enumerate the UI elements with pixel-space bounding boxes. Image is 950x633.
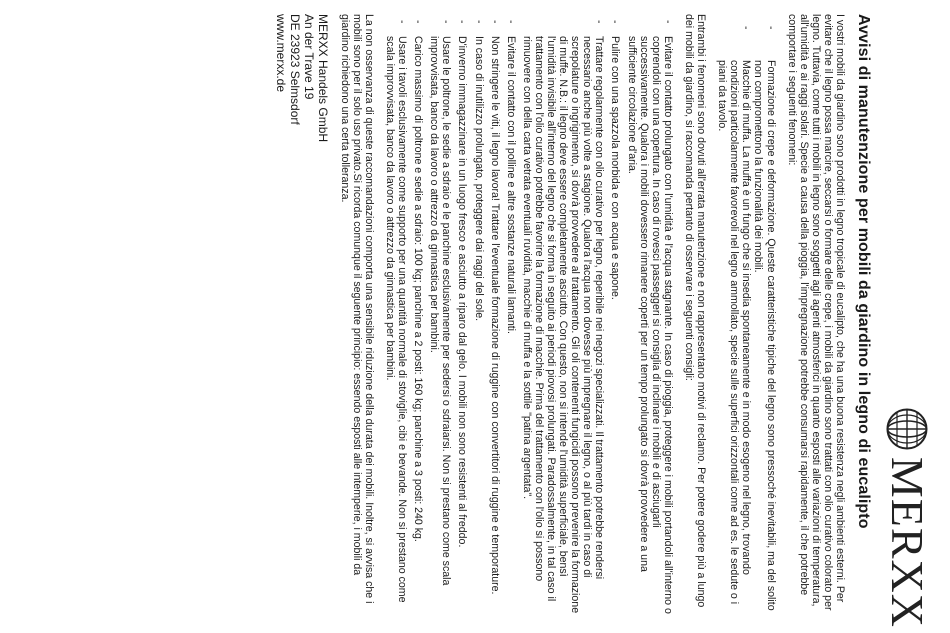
list-item: - D'inverno immagazzinare in un luogo fresco e asciutto a riparo dal gelo. I mobili non sono resistenti al freddo. bbox=[456, 20, 469, 548]
list-item: - Evitare il contatto prolungato con l'umidità e l'acqua stagnante. In caso di pioggia, proteggere i mobili portandoli all'interno o coprendoli con una copertura. In caso di rovesci passeggeri si consiglia di inclinare i mobili e di asciugarli successivamente. Qualora i mobili dovessero rimanere coperti per un tempo prolungato si dovrà provvedere a una sufficiente circolazione d'aria. bbox=[625, 20, 674, 614]
company-address bbox=[274, 14, 330, 614]
intro-paragraph: I vostri mobili da giardino sono prodotti in legno tropicale di eucalipto, che ha una buona resistenza negli ambienti esterni. Per evitare che il legno possa marcire, seccarsi o formare delle crepe, i mobili da giardino sono trattati con olio curativo colorato per legno. Tuttavia, come tutti i mobili in legno sono soggetti agli agenti atmosferici in quanto esposti alle variazioni di temperatura, all'umidità e ai raggi solari. Specie a causa della pioggia, l'impregnazione potrebbe consumarsi rapidamente, il che potrebbe comportare i seguenti fenomeni: bbox=[785, 14, 846, 611]
closing-paragraph: La non osservanza di queste raccomandazioni comporta una sensibile riduzione della durata dei mobili. Inoltre, si avvisa che i mobili sono per il solo uso privato.Si ricorda comunque il seguente principio: essendo esposti alle intemperie, i mobili da giardino richiedono una certa tolleranza. bbox=[338, 14, 375, 604]
company-city: DE 23923 Selmsdorf bbox=[287, 14, 302, 125]
company-website: www.merxx.de bbox=[273, 14, 288, 93]
list-item: - Usare i tavoli esclusivamente come supporto per una quantità normale di stoviglie, cibi e bevande. Non si prestano come scala improvvisata, banco da lavoro o attrezzo da ginnastica per bambini. bbox=[384, 20, 409, 603]
list-item: - Trattare regolarmente con olio curativo per legno, reperibile nei negozi specializzati. Il trattamento potrebbe rendersi necessario anche più volte a stagione. Qualora l'acqua non dovesse più impregnare il legno, o al più tardi in caso di screpolature o ingrigimento, si dovrà provvedere al trattamento. Gli oli contenenti fungicidi possono prevenire la formazione di muffe. N.B.: il legno deve essere completamente asciutto. Con questo, non si intende l'umidità superficiale, bensì l'umidità invisibile all'interno del legno che si forma in seguito ai periodi piovosi prolungati. Paradossalmente, in tal caso il trattamento con l'olio curativo potrebbe favorire la formazione di macchie. Prima del trattamento con l'olio si possono rimuovere con della carta vetrata eventuali ruvidità, macchie di muffa e la sottile "patina argentata". bbox=[520, 20, 606, 614]
brand-logo bbox=[876, 8, 938, 628]
list-item: - Carico massimo di poltrone e sedie a sdraio: 100 kg; panchine a 2 posti: 160 kg; panchine a 3 posti: 240 kg. bbox=[412, 20, 425, 542]
company-name: MERXX Handels GmbH bbox=[315, 14, 330, 143]
list-item: - Formazione di crepe e deformazione. Queste caratteristiche tipiche del legno sono pressoché inevitabili, ma del solito non compromettono la funzionalità dei mobili. bbox=[752, 26, 777, 611]
phenomena-list bbox=[716, 14, 776, 614]
globe-icon bbox=[885, 407, 929, 451]
list-item: - Pulire con una spazzola morbida e con acqua e sapone. bbox=[609, 20, 622, 300]
list-item: - Evitare il contatto con il polline e altre sostanze naturali lamanti. bbox=[504, 20, 517, 334]
company-street: An der Trave 19 bbox=[301, 14, 316, 100]
tips-list bbox=[384, 14, 674, 614]
recommendation-paragraph: Entrambi i fenomeni sono dovuti all'errata manutenzione e non rappresentano motivi di reclamo. Per potere godere più a lungo dei mobili da giardino, si raccomanda pertanto di osservare i seguenti consigli: bbox=[682, 14, 708, 608]
list-item: - Macchie di muffa. La muffa è un fungo che si insedia spontaneamente e in modo esogeno nel legno, trovando condizioni particolarmente favorevoli nel legno ammollato, specie sulle superfici orizzontali come ad es. le sedute o i piani da tavolo. bbox=[716, 26, 753, 605]
list-item: - Non stringere le viti, il legno lavora! Trattare l'eventuale formazione di ruggine con convertitori di ruggine e temporature. bbox=[488, 20, 501, 595]
list-item: - In caso di inutilizzo prolungato, proteggere dai raggi del sole. bbox=[472, 20, 485, 322]
brand-name: MERXX bbox=[882, 456, 933, 628]
document-body bbox=[274, 14, 872, 614]
document-title: Avvisi di manutenzione per mobili da giardino in legno di eucalipto bbox=[855, 14, 872, 529]
list-item: - Usare le poltrone, le sedie a sdraio e le panchine esclusivamente per sedersi o sdraiarsi. Non si prestano come scala improvvisata, banco da lavoro o attrezzo da ginnastica per bambini. bbox=[428, 20, 453, 586]
